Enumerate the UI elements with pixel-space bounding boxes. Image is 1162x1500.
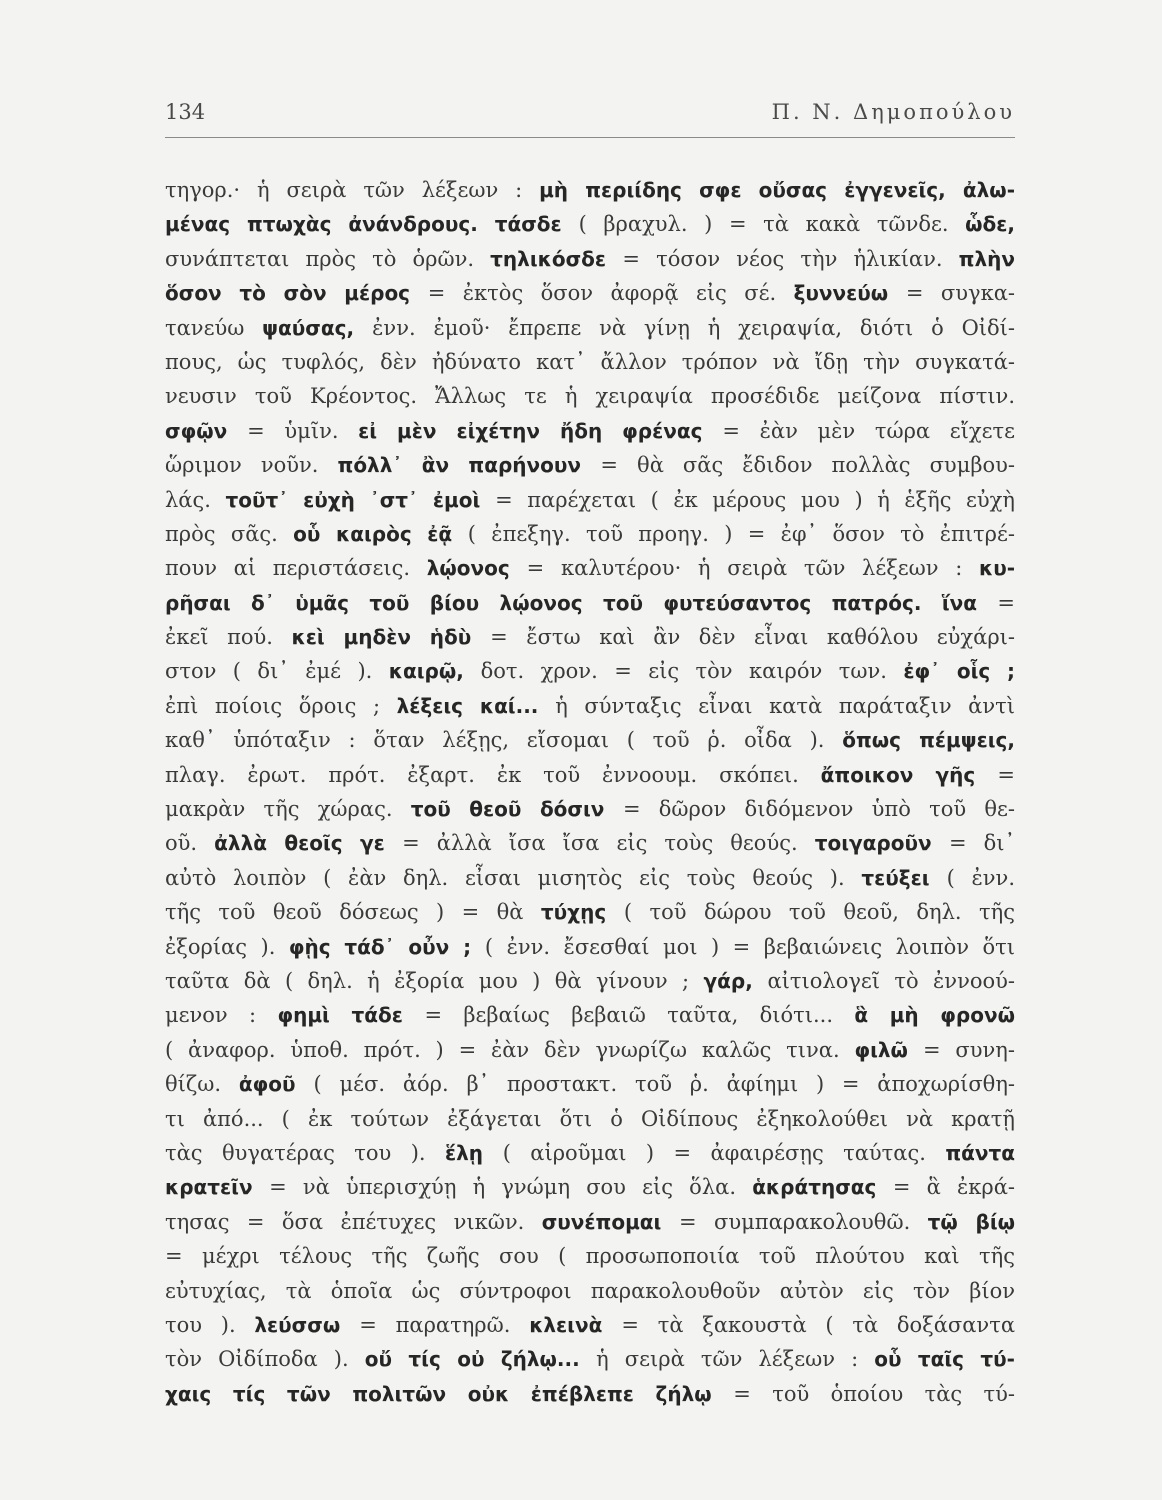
text-line <box>165 826 1015 860</box>
lemma-term: κεὶ μηδὲν ἡδὺ <box>291 625 491 650</box>
lemma-term: ἕλῃ <box>444 1140 503 1165</box>
text-line <box>165 1308 1015 1342</box>
text-line <box>165 1136 1015 1170</box>
lemma-term: μὴ περιίδης σφε οὔσας ἐγγενεῖς, ἀλω- <box>539 178 1015 202</box>
lemma-term: τῷ βίῳ <box>927 1209 1015 1234</box>
commentary-text: του ). <box>165 1312 255 1337</box>
commentary-text: = δῶρον διδόμενον ὑπὸ τοῦ θε- <box>622 797 1016 822</box>
text-line <box>165 654 1015 688</box>
commentary-text: τὰς θυγατέρας του ). <box>165 1140 445 1165</box>
commentary-text: = ὑμῖν. <box>247 418 359 443</box>
lemma-term: σφῷν <box>165 418 248 443</box>
lemma-term: μένας πτωχὰς ἀνάνδρους. τάσδε <box>165 212 579 237</box>
running-title: Π. Ν. Δημοπούλου <box>771 100 1015 124</box>
lemma-term: κλεινὰ <box>529 1312 622 1337</box>
commentary-text: ( ἐνν. ἔσεσθαί μοι ) = βεβαιώνεις λοιπὸν ὅτι <box>484 934 1015 959</box>
commentary-text: ( μέσ. ἀόρ. β᾽ προστακτ. τοῦ ῥ. ἀφίημι ) = ἀποχωρίσθη- <box>313 1072 1016 1097</box>
lemma-term: ὅσον τὸ σὸν μέρος <box>165 281 428 306</box>
text-line <box>165 483 1015 517</box>
commentary-text: = <box>997 590 1015 615</box>
lemma-term: κρατεῖν <box>165 1175 270 1200</box>
commentary-text: στον ( δι᾽ ἐμέ ). <box>165 659 389 684</box>
commentary-text: ( τοῦ δώρου τοῦ θεοῦ, δηλ. τῆς <box>623 900 1015 925</box>
lemma-term: ἄποικον γῆς <box>820 762 998 787</box>
commentary-text: ἡ σύνταξις εἶναι κατὰ παράταξιν ἀντὶ <box>555 693 1015 718</box>
lemma-term: ἀλλὰ θεοῖς γε <box>214 831 403 856</box>
commentary-text: ( βραχυλ. ) = τὰ κακὰ τῶνδε. <box>578 212 966 237</box>
text-line <box>165 723 1015 757</box>
commentary-text: οῦ. <box>165 831 215 856</box>
lemma-term: φημὶ τάδε <box>277 1003 425 1028</box>
commentary-text: = ἀλλὰ ἴσα ἴσα εἰς τοὺς θεούς. <box>402 831 815 856</box>
text-line <box>165 930 1015 964</box>
commentary-text: ( αἱροῦμαι ) = ἀφαιρέσῃς ταύτας. <box>502 1140 946 1165</box>
text-line <box>165 1067 1015 1101</box>
text-line <box>165 1342 1015 1376</box>
text-line <box>165 758 1015 792</box>
commentary-text: = καλυτέρου· ἡ σειρὰ τῶν λέξεων : <box>526 556 979 581</box>
commentary-text: = ἃ ἐκρά- <box>892 1175 1016 1200</box>
lemma-term: κυ- <box>978 556 1015 581</box>
commentary-text: ( ἐπεξηγ. τοῦ προηγ. ) = ἐφ᾽ ὅσον τὸ ἐπιτρέ- <box>467 521 1015 546</box>
commentary-text: μενον : <box>165 1003 278 1028</box>
commentary-text: εὐτυχίας, τὰ ὁποῖα ὡς σύντροφοι παρακολουθοῦν αὐτὸν εἰς τὸν βίον <box>165 1278 1015 1303</box>
commentary-text: ἐκεῖ πού. <box>165 625 292 650</box>
commentary-text: ἡ σειρὰ τῶν λέξεων : <box>596 1347 875 1372</box>
commentary-text: ὥριμον νοῦν. <box>165 453 338 478</box>
text-line <box>165 379 1015 413</box>
commentary-text: = ἐκτὸς ὅσον ἀφορᾷ εἰς σέ. <box>427 281 794 306</box>
text-line <box>165 1239 1015 1273</box>
commentary-text: νευσιν τοῦ Κρέοντος. Ἄλλως τε ἡ χειραψία προσέδιδε μείζονα πίστιν. <box>165 384 1015 409</box>
lemma-term: χαις τίς τῶν πολιτῶν οὐκ ἐπέβλεπε ζήλῳ <box>165 1381 734 1406</box>
text-line <box>165 586 1015 620</box>
text-line <box>165 414 1015 448</box>
commentary-text: = ἐὰν μὲν τώρα εἴχετε <box>722 418 1015 443</box>
text-line <box>165 895 1015 929</box>
text-line <box>165 1033 1015 1067</box>
lemma-term: οὗ ταῖς τύ- <box>874 1347 1015 1372</box>
commentary-text: = θὰ σᾶς ἔδιδον πολλὰς συμβου- <box>600 453 1015 478</box>
lemma-term: ρῆσαι δ᾽ ὑμᾶς τοῦ βίου λῴονος τοῦ φυτεύσαντος πατρός. ἵνα <box>165 590 998 615</box>
lemma-term: ἐφ᾽ οἷς ; <box>903 659 1015 684</box>
commentary-text: τῆς τοῦ θεοῦ δόσεως ) = θὰ <box>165 900 541 925</box>
commentary-text: ἐνν. ἐμοῦ· ἔπρεπε νὰ γίνῃ ἡ χειραψία, διότι ὁ Οἰδί- <box>372 315 1015 340</box>
text-line <box>165 551 1015 585</box>
lemma-term: γάρ, <box>703 968 768 993</box>
text-line <box>165 998 1015 1032</box>
commentary-text: ἐξορίας ). <box>165 934 289 959</box>
lemma-term: εἰ μὲν εἰχέτην ἤδη φρένας <box>358 418 723 443</box>
text-line <box>165 448 1015 482</box>
commentary-text: τὸν Οἰδίποδα ). <box>165 1347 365 1372</box>
commentary-text: = νὰ ὑπερισχύῃ ἡ γνώμη σου εἰς ὅλα. <box>269 1175 753 1200</box>
lemma-term: ξυννεύω <box>793 281 906 306</box>
text-line <box>165 792 1015 826</box>
lemma-term: πλὴν <box>958 246 1016 271</box>
lemma-term: λῴονος <box>426 556 527 581</box>
lemma-term: λέξεις καί... <box>396 693 556 718</box>
lemma-term: τοῦ θεοῦ δόσιν <box>410 797 623 822</box>
text-line <box>165 861 1015 895</box>
commentary-text: ἐπὶ ποίοις ὅροις ; <box>165 693 397 718</box>
lemma-term: ὅπως πέμψεις, <box>842 728 1015 753</box>
commentary-text: μακρὰν τῆς χώρας. <box>165 797 411 822</box>
text-line <box>165 1377 1015 1411</box>
commentary-text: = συγκα- <box>905 281 1015 306</box>
commentary-text: πους, ὡς τυφλός, δὲν ἠδύνατο κατ᾽ ἄλλον τρόπον νὰ ἴδῃ τὴν συγκατά- <box>165 349 1015 374</box>
commentary-text: = <box>997 762 1016 787</box>
commentary-text: τανεύω <box>165 315 263 340</box>
commentary-text: λάς. <box>165 487 226 512</box>
lemma-term: τύχῃς <box>540 900 624 925</box>
page-number: 134 <box>165 100 206 124</box>
text-line <box>165 1102 1015 1136</box>
text-line <box>165 242 1015 276</box>
commentary-text: συνάπτεται πρὸς τὸ ὁρῶν. <box>165 246 491 271</box>
commentary-text: ( ἀναφορ. ὑποθ. πρότ. ) = ἐὰν δὲν γνωρίζω καλῶς τινα. <box>165 1037 855 1062</box>
commentary-text: = συνη- <box>923 1037 1015 1062</box>
text-line <box>165 620 1015 654</box>
lemma-term: οὔ τίς οὐ ζήλῳ... <box>364 1347 597 1372</box>
lemma-term: φῂς τάδ᾽ οὖν ; <box>288 934 485 959</box>
lemma-term: πόλλ᾽ ἂν παρήνουν <box>337 453 601 478</box>
lemma-term: καιρῷ, <box>388 659 481 684</box>
text-line <box>165 1205 1015 1239</box>
commentary-text: = δι᾽ <box>948 831 1016 856</box>
commentary-text: = μέχρι τέλους τῆς ζωῆς σου ( προσωποποιία τοῦ πλούτου καὶ τῆς <box>165 1244 1015 1269</box>
lemma-term: ψαύσας, <box>262 315 373 340</box>
text-line <box>165 311 1015 345</box>
commentary-text: = τοῦ ὁποίου τὰς τύ- <box>733 1381 1015 1406</box>
commentary-text: τηγορ.· ἡ σειρὰ τῶν λέξεων : <box>165 178 540 202</box>
commentary-text: ( ἐνν. <box>946 865 1015 890</box>
commentary-text: δοτ. χρον. = εἰς τὸν καιρόν των. <box>480 659 904 684</box>
lemma-term: λεύσσω <box>254 1312 360 1337</box>
lemma-term: φιλῶ <box>854 1037 924 1062</box>
commentary-text: = ἔστω καὶ ἂν δὲν εἶναι καθόλου εὐχάρι- <box>490 625 1015 650</box>
commentary-text: αὐτὸ λοιπὸν ( ἐὰν δηλ. εἶσαι μισητὸς εἰς τοὺς θεούς ). <box>165 865 862 890</box>
text-line <box>165 207 1015 241</box>
text-line <box>165 345 1015 379</box>
lemma-term: οὗ καιρὸς ἐᾷ <box>293 521 468 546</box>
commentary-text: πρὸς σᾶς. <box>165 521 294 546</box>
lemma-term: πάντα <box>945 1140 1015 1165</box>
commentary-body <box>165 173 1015 1411</box>
lemma-term: τηλικόσδε <box>490 246 623 271</box>
commentary-text: τι ἀπό... ( ἐκ τούτων ἐξάγεται ὅτι ὁ Οἰδίπους ἐξηκολούθει νὰ κρατῇ <box>165 1106 1015 1131</box>
commentary-text: = βεβαίως βεβαιῶ ταῦτα, διότι... <box>424 1003 855 1028</box>
commentary-text: = συμπαρακολουθῶ. <box>679 1209 928 1234</box>
text-line <box>165 517 1015 551</box>
commentary-text: καθ᾽ ὑπόταξιν : ὅταν λέξῃς, εἴσομαι ( τοῦ ῥ. οἶδα ). <box>165 728 843 753</box>
commentary-text: = τὰ ξακουστὰ ( τὰ δοξάσαντα <box>621 1312 1015 1337</box>
commentary-text: = παρέχεται ( ἐκ μέρους μου ) ἡ ἑξῆς εὐχὴ <box>495 487 1015 512</box>
commentary-text: τησας = ὅσα ἐπέτυχες νικῶν. <box>165 1209 542 1234</box>
lemma-term: τεύξει <box>861 865 947 890</box>
commentary-text: = τόσον νέος τὴν ἡλικίαν. <box>622 246 959 271</box>
lemma-term: ὧδε, <box>965 212 1016 237</box>
text-line <box>165 1274 1015 1308</box>
commentary-text: θίζω. <box>165 1072 239 1097</box>
text-line <box>165 1170 1015 1204</box>
lemma-term: συνέπομαι <box>541 1209 680 1234</box>
text-line <box>165 689 1015 723</box>
lemma-term: τοῦτ᾽ εὐχὴ ᾽στ᾽ ἐμοὶ <box>225 487 496 512</box>
lemma-term: ἀφοῦ <box>238 1072 314 1097</box>
text-line <box>165 964 1015 998</box>
commentary-text: αἰτιολογεῖ τὸ ἐννοού- <box>767 968 1015 993</box>
lemma-term: ἁκράτησας <box>752 1175 893 1200</box>
commentary-text: πουν αἱ περιστάσεις. <box>165 556 427 581</box>
lemma-term: τοιγαροῦν <box>814 831 949 856</box>
text-line <box>165 173 1015 207</box>
commentary-text: ταῦτα δὰ ( δηλ. ἡ ἐξορία μου ) θὰ γίνουν ; <box>165 968 704 993</box>
commentary-text: πλαγ. ἐρωτ. πρότ. ἐξαρτ. ἐκ τοῦ ἐννοουμ. σκόπει. <box>165 762 821 787</box>
commentary-text: = παρατηρῶ. <box>359 1312 530 1337</box>
header-rule <box>165 137 1015 138</box>
text-line <box>165 276 1015 310</box>
lemma-term: ἃ μὴ φρονῶ <box>854 1003 1015 1028</box>
